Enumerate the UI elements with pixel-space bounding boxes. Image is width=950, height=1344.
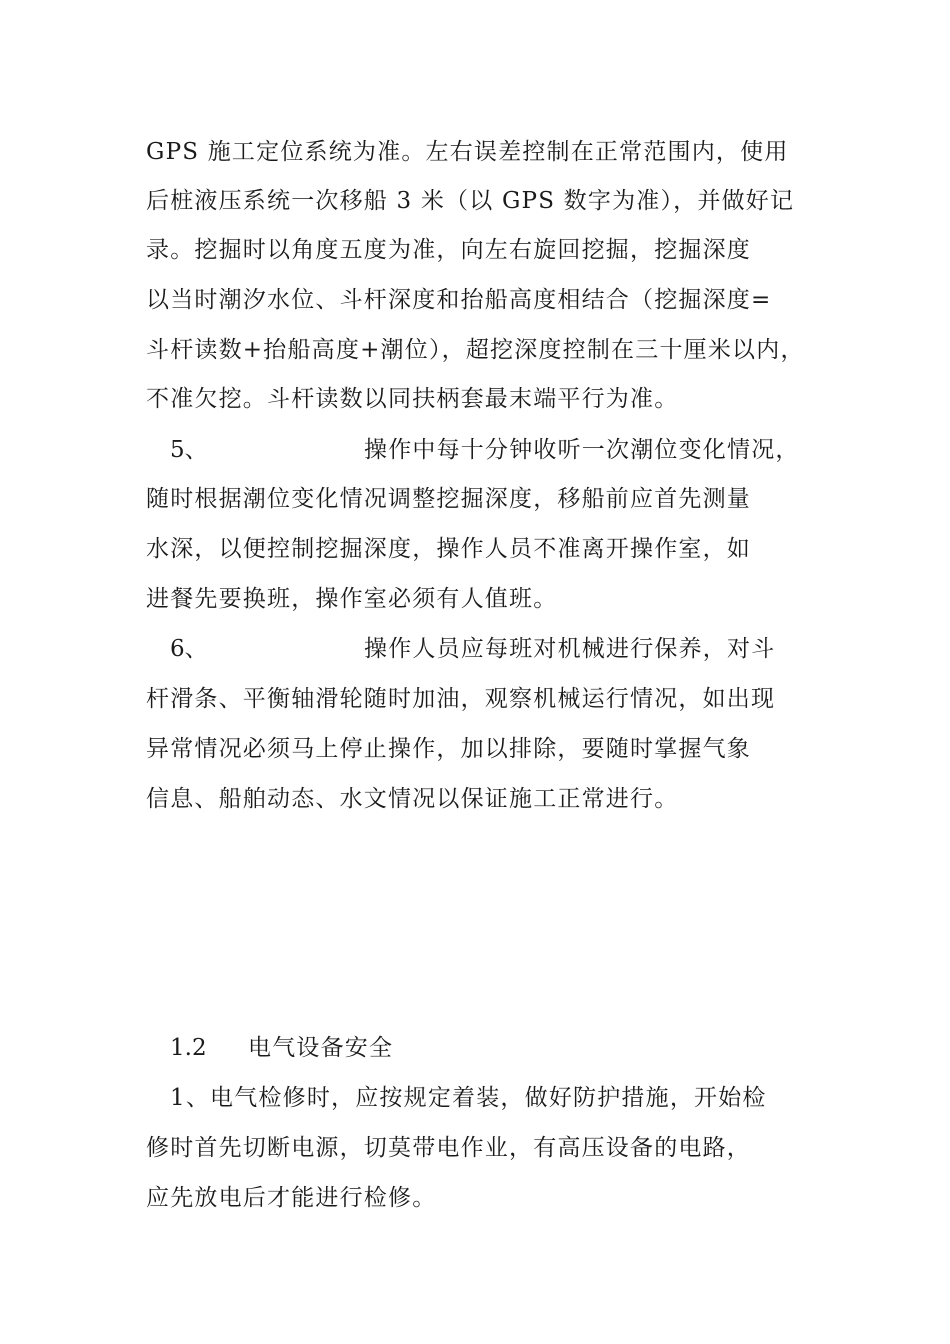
text-line: 杆滑条、平衡轴滑轮随时加油，观察机械运行情况，如出现: [146, 686, 776, 712]
text-line: 斗杆读数+抬船高度+潮位），超挖深度控制在三十厘米以内，: [146, 337, 805, 363]
text-line: 1、电气检修时，应按规定着装，做好防护措施，开始检: [170, 1085, 767, 1111]
text-line: 录。挖掘时以角度五度为准，向左右旋回挖掘，挖掘深度: [146, 237, 751, 263]
text-line: 进餐先要换班，操作室必须有人值班。: [146, 586, 558, 612]
item-number: 6、: [170, 636, 208, 662]
text-line: 随时根据潮位变化情况调整挖掘深度，移船前应首先测量: [146, 486, 751, 512]
item-number: 5、: [170, 437, 208, 463]
text-line: 不准欠挖。斗杆读数以同扶柄套最末端平行为准。: [146, 386, 679, 412]
text-line: 异常情况必须马上停止操作，加以排除，要随时掌握气象: [146, 736, 751, 762]
text-line: 水深，以便控制挖掘深度，操作人员不准离开操作室，如: [146, 536, 751, 562]
section-title: 电气设备安全: [248, 1035, 394, 1061]
section-number: 1.2: [170, 1035, 207, 1061]
text-line: GPS 施工定位系统为准。左右误差控制在正常范围内，使用: [146, 139, 789, 165]
text-line: 以当时潮汐水位、斗杆深度和抬船高度相结合（挖掘深度=: [146, 287, 772, 313]
text-line: 修时首先切断电源，切莫带电作业，有高压设备的电路，: [146, 1135, 751, 1161]
text-line: 应先放电后才能进行检修。: [146, 1185, 437, 1211]
text-line: 信息、船舶动态、水文情况以保证施工正常进行。: [146, 786, 679, 812]
text-line: 操作人员应每班对机械进行保养，对斗: [364, 636, 776, 662]
text-line: 操作中每十分钟收听一次潮位变化情况，: [364, 437, 800, 463]
text-line: 后桩液压系统一次移船 3 米（以 GPS 数字为准），并做好记: [146, 188, 795, 214]
